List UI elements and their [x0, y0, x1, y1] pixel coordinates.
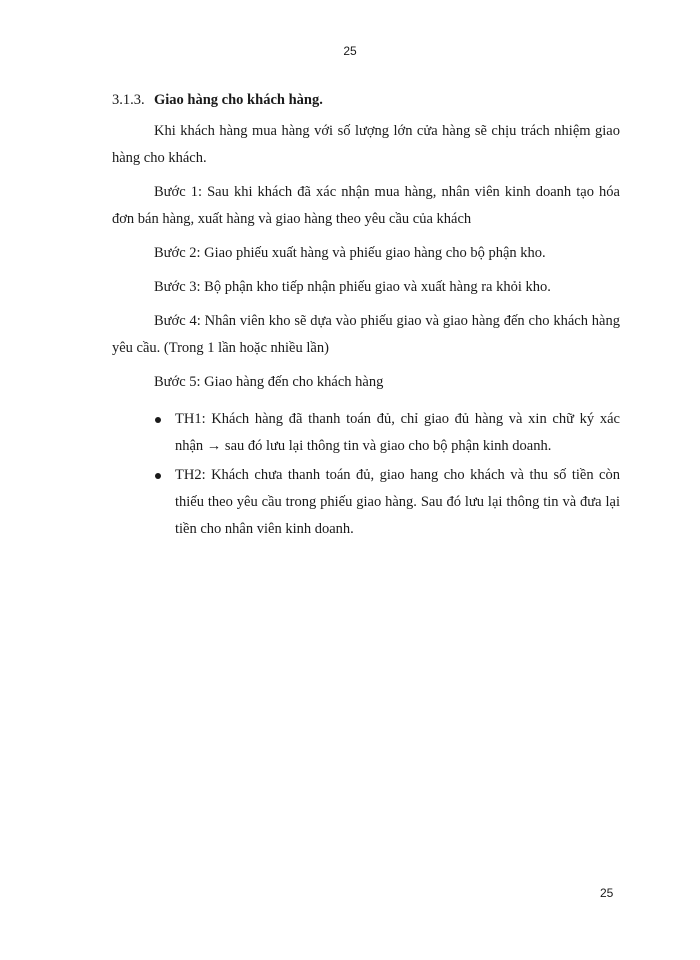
list-item	[112, 462, 620, 543]
paragraph-step-3: Bước 3: Bộ phận kho tiếp nhận phiếu giao và xuất hàng ra khỏi kho.	[154, 279, 551, 295]
paragraph-intro: Khi khách hàng mua hàng với số lượng lớn cửa hàng sẽ chịu trách nhiệm giao hàng cho khách.	[112, 123, 620, 166]
list-item	[112, 406, 620, 460]
page-number-bottom: 25	[600, 886, 614, 900]
bullet-icon	[155, 417, 161, 423]
paragraph-step-5: Bước 5: Giao hàng đến cho khách hàng	[154, 374, 384, 390]
page-number-top: 25	[343, 44, 357, 58]
paragraph-step-2: Bước 2: Giao phiếu xuất hàng và phiếu giao hàng cho bộ phận kho.	[154, 245, 546, 261]
document-body	[112, 87, 620, 545]
section-heading	[112, 87, 620, 114]
paragraph-step-4: Bước 4: Nhân viên kho sẽ dựa vào phiếu giao và giao hàng đến cho khách hàng yêu cầu. (Trong 1 lần hoặc nhiều lần)	[112, 313, 620, 356]
list-item-text: TH1: Khách hàng đã thanh toán đủ, chỉ giao đủ hàng và xin chữ ký xác nhận → sau đó lưu lại thông tin và giao cho bộ phận kinh doanh.	[175, 411, 620, 454]
section-title: Giao hàng cho khách hàng.	[154, 92, 323, 108]
case-list	[112, 406, 620, 543]
bullet-icon	[155, 473, 161, 479]
paragraph-step-1: Bước 1: Sau khi khách đã xác nhận mua hàng, nhân viên kinh doanh tạo hóa đơn bán hàng, xuất hàng và giao hàng theo yêu cầu của khách	[112, 184, 620, 227]
list-item-text: TH2: Khách chưa thanh toán đủ, giao hang cho khách và thu số tiền còn thiếu theo yêu cầu trong phiếu giao hàng. Sau đó lưu lại thông tin và đưa lại tiền cho nhân viên kinh doanh.	[175, 467, 620, 537]
section-number: 3.1.3.	[112, 92, 145, 108]
